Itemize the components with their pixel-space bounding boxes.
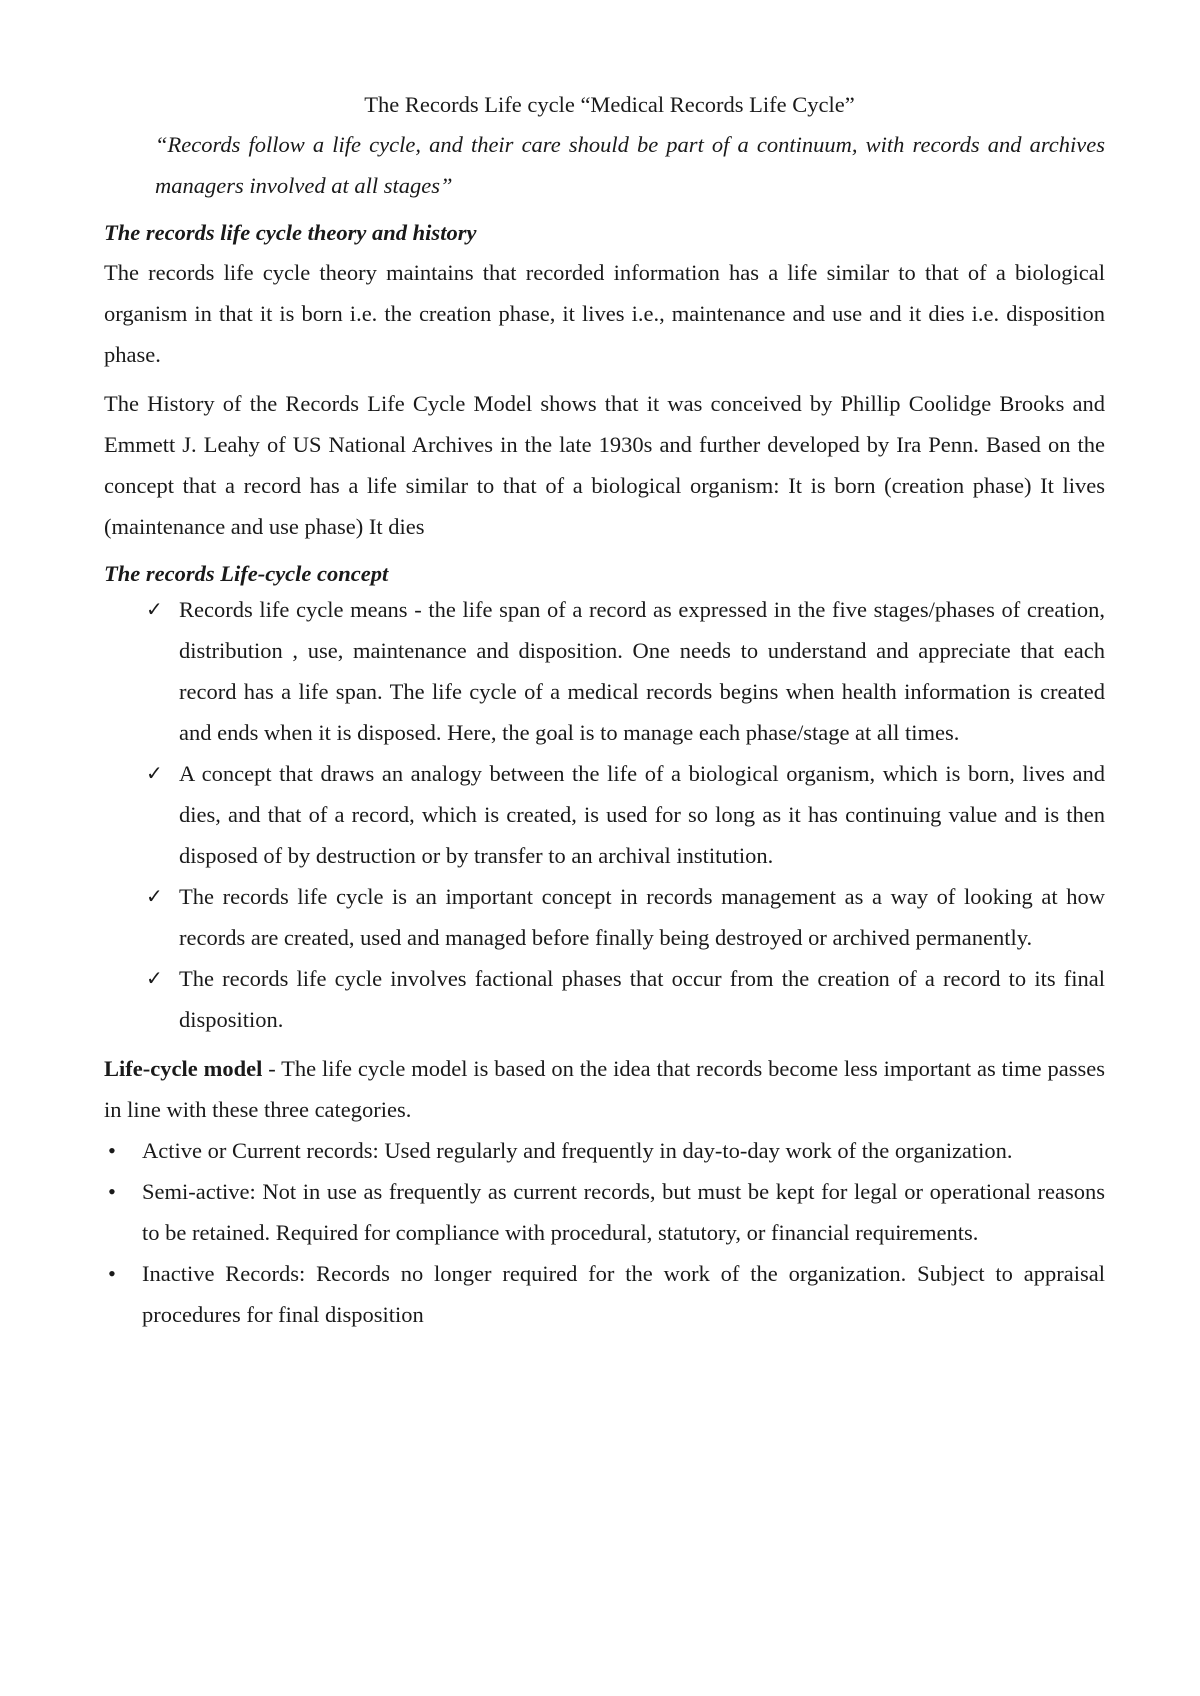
life-cycle-model-label: Life-cycle model [104, 1056, 263, 1081]
checklist-item [104, 958, 1105, 1040]
checkmark-icon: ✓ [146, 761, 163, 785]
checklist-item [104, 753, 1105, 876]
document-page [104, 90, 1105, 1335]
epigraph-quote: “Records follow a life cycle, and their care should be part of a continuum, with records and archives managers involved at all stages” [155, 132, 1105, 198]
list-item [104, 1171, 1105, 1253]
paragraph-history: The History of the Records Life Cycle Model shows that it was conceived by Phillip Coolidge Brooks and Emmett J. Leahy of US National Archives in the late 1930s and further developed by Ira Penn. Based on the concept that a record has a life similar to that of a biological organism: It is born (creation phase) It lives (maintenance and use phase) It dies [104, 391, 1105, 539]
concept-checklist [104, 589, 1105, 1040]
section-heading-theory-history: The records life cycle theory and history [104, 220, 477, 245]
list-item-text: Active or Current records: Used regularly and frequently in day-to-day work of the organization. [142, 1138, 1013, 1163]
bullet-icon: • [108, 1138, 116, 1163]
checkmark-icon: ✓ [146, 966, 163, 990]
checklist-item [104, 589, 1105, 753]
section-heading-life-cycle-concept: The records Life-cycle concept [104, 561, 389, 586]
bullet-icon: • [108, 1261, 116, 1286]
checklist-item [104, 876, 1105, 958]
list-item [104, 1130, 1105, 1171]
document-title: The Records Life cycle “Medical Records Life Cycle” [364, 92, 855, 117]
list-item-text: Inactive Records: Records no longer required for the work of the organization. Subject to appraisal procedures for final disposition [142, 1261, 1105, 1327]
checkmark-icon: ✓ [146, 597, 163, 621]
records-category-list [104, 1130, 1105, 1335]
list-item [104, 1253, 1105, 1335]
paragraph-life-cycle-model [104, 1048, 1105, 1130]
life-cycle-model-intro: - The life cycle model is based on the idea that records become less important as time passes in line with these three categories. [104, 1056, 1106, 1122]
checklist-item-text: Records life cycle means - the life span of a record as expressed in the five stages/phases of creation, distribution , use, maintenance and disposition. One needs to understand and appreciate that each record has a life span. The life cycle of a medical records begins when health information is created and ends when it is disposed. Here, the goal is to manage each phase/stage at all times. [179, 597, 1105, 745]
checkmark-icon: ✓ [146, 884, 163, 908]
list-item-text: Semi-active: Not in use as frequently as current records, but must be kept for legal or operational reasons to be retained. Required for compliance with procedural, statutory, or financial requirements. [142, 1179, 1105, 1245]
paragraph-theory: The records life cycle theory maintains that recorded information has a life similar to that of a biological organism in that it is born i.e. the creation phase, it lives i.e., maintenance and use and it dies i.e. disposition phase. [104, 260, 1105, 367]
checklist-item-text: The records life cycle involves factional phases that occur from the creation of a record to its final disposition. [179, 966, 1105, 1032]
checklist-item-text: The records life cycle is an important concept in records management as a way of looking at how records are created, used and managed before finally being destroyed or archived permanently. [179, 884, 1105, 950]
checklist-item-text: A concept that draws an analogy between the life of a biological organism, which is born, lives and dies, and that of a record, which is created, is used for so long as it has continuing value and is then disposed of by destruction or by transfer to an archival institution. [179, 761, 1105, 868]
bullet-icon: • [108, 1179, 116, 1204]
